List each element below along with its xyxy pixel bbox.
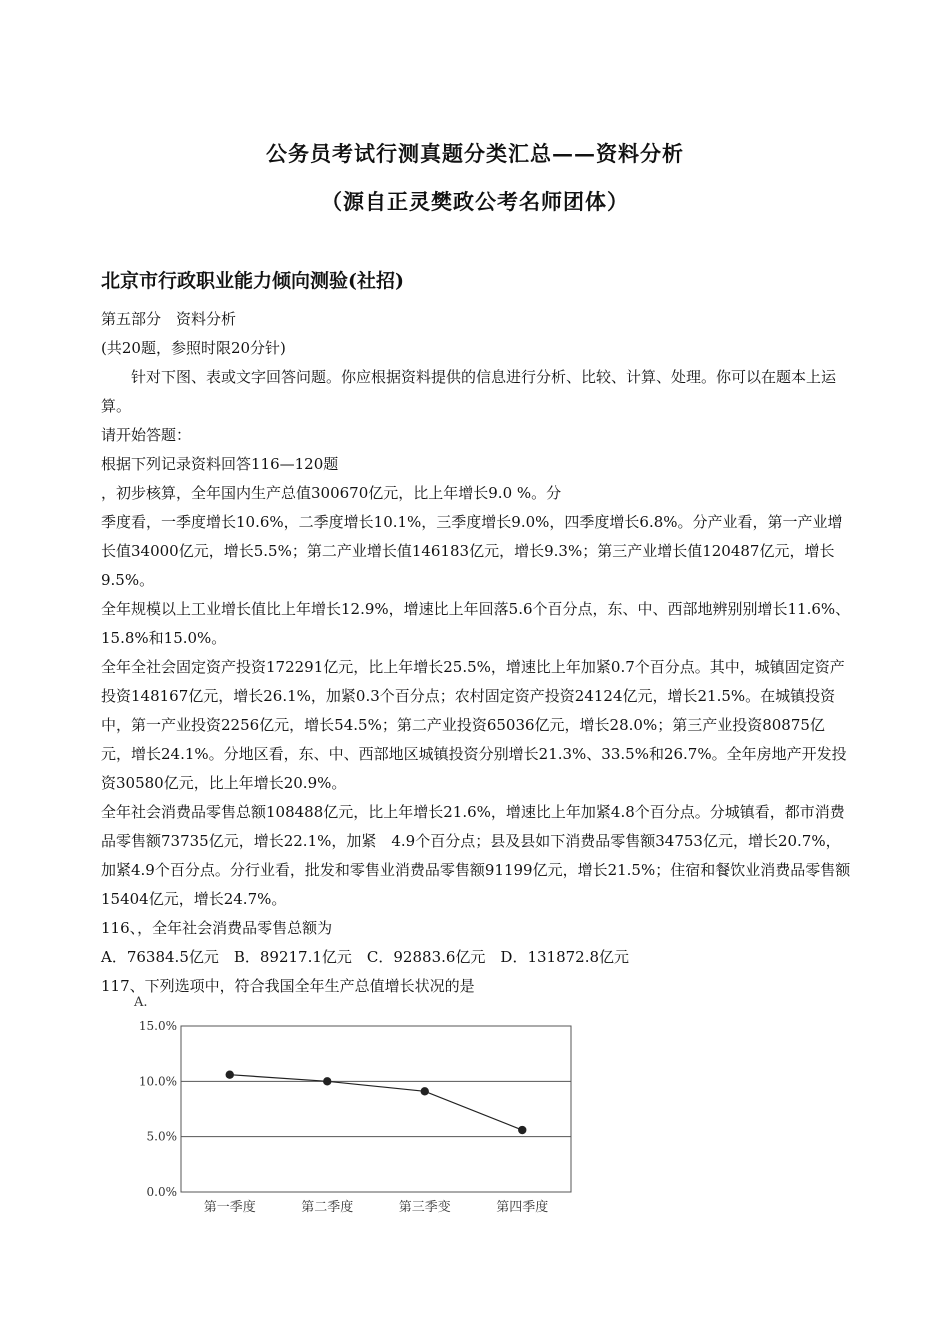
paragraph-gdp: 季度看，一季度增长10.6%，二季度增长10.1%，三季度增长9.0%，四季度增长6.8%。分产业看，第一产业增长值34000亿元，增长5.5%；第二产业增长值146183亿元，增长9.3%；第三产业增长值120487亿元，增长9.5%。	[101, 513, 843, 589]
document-title: 公务员考试行测真题分类汇总——资料分析	[266, 141, 684, 166]
document-body	[101, 305, 853, 1001]
chart-option-label: A.	[134, 995, 148, 1010]
data-point	[421, 1087, 429, 1095]
plot-frame	[181, 1026, 571, 1192]
data-point	[323, 1077, 331, 1085]
data-intro: 根据下列记录资料回答116—120题	[101, 455, 339, 473]
x-tick-label: 第一季度	[203, 1200, 256, 1215]
x-tick-label: 第二季度	[301, 1200, 354, 1215]
x-tick-label: 第三季变	[398, 1200, 451, 1215]
y-tick-label: 0.0%	[146, 1185, 177, 1199]
data-point	[518, 1126, 526, 1134]
line-chart	[120, 992, 590, 1222]
question-116: 116、，全年社会消费品零售总额为	[101, 919, 333, 937]
y-tick-label: 10.0%	[138, 1074, 177, 1089]
question-117: 117、下列选项中，符合我国全年生产总值增长状况的是	[101, 977, 475, 995]
part-heading: 第五部分 资料分析	[101, 310, 237, 328]
start-prompt: 请开始答题：	[101, 426, 192, 444]
document-subtitle: （源自正灵樊政公考名师团体）	[321, 189, 629, 214]
question-116-options: A．76384.5亿元 B．89217.1亿元 C．92883.6亿元 D．131872.8亿元	[101, 948, 630, 966]
paragraph-gdp-line1: ，初步核算，全年国内生产总值300670亿元，比上年增长9.0 %。分	[101, 484, 562, 502]
series-line	[230, 1075, 523, 1130]
y-tick-label: 5.0%	[146, 1129, 177, 1144]
paragraph-consumption: 全年社会消费品零售总额108488亿元，比上年增长21.6%，增速比上年加紧4.8个百分点。分城镇看，都市消费品零售额73735亿元，增长22.1%，加紧 4.9个百分点；县及县如下消费品零售额34753亿元，增长20.7%，加紧4.9个百分点。分行业看，批发和零售业消费品零售额91199亿元，增长21.5%；住宿和餐饮业消费品零售额15404亿元，增长24.7%。	[101, 803, 851, 908]
section-title: 北京市行政职业能力倾向测验(社招)	[101, 270, 404, 292]
data-point	[226, 1070, 234, 1078]
instruction-paragraph: 针对下图、表或文字回答问题。你应根据资料提供的信息进行分析、比较、计算、处理。你可以在题本上运算。	[101, 368, 837, 415]
y-tick-label: 15.0%	[138, 1019, 177, 1033]
time-note: (共20题，参照时限20分针)	[101, 339, 286, 357]
paragraph-investment: 全年全社会固定资产投资172291亿元，比上年增长25.5%，增速比上年加紧0.7个百分点。其中，城镇固定资产投资148167亿元，增长26.1%，加紧0.3个百分点；农村固定资产投资24124亿元，增长21.5%。在城镇投资中，第一产业投资2256亿元，增长54.5%；第二产业投资65036亿元，增长28.0%；第三产业投资80875亿元，增长24.1%。分地区看，东、中、西部地区城镇投资分别增长21.3%、33.5%和26.7%。全年房地产开发投资30580亿元，比上年增长20.9%。	[101, 658, 847, 792]
paragraph-industry: 全年规模以上工业增长值比上年增长12.9%，增速比上年回落5.6个百分点，东、中、西部地辨别别增长11.6%、15.8%和15.0%。	[101, 600, 851, 647]
x-tick-label: 第四季度	[496, 1200, 549, 1215]
